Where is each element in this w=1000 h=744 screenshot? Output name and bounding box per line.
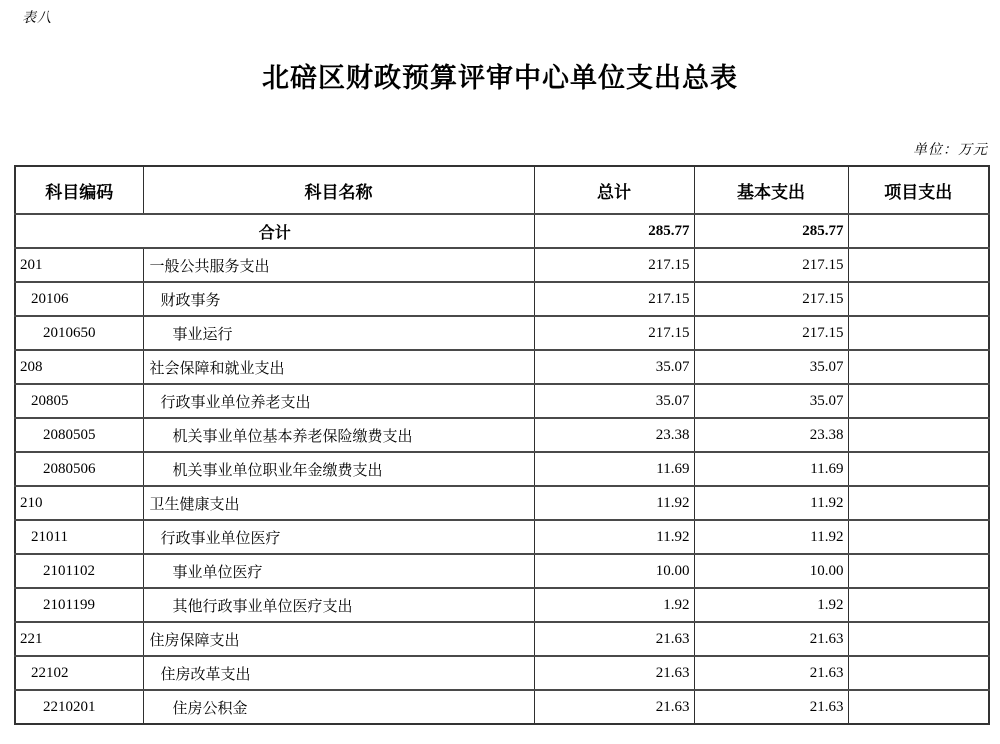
summary-label-cell: 合计 <box>15 214 534 248</box>
project-expenditure-cell <box>848 656 989 690</box>
subject-code-cell: 21011 <box>15 520 143 554</box>
basic-expenditure-cell: 35.07 <box>694 384 848 418</box>
project-expenditure-cell <box>848 384 989 418</box>
subject-name-cell: 财政事务 <box>143 282 534 316</box>
table-row <box>15 690 989 724</box>
total-cell: 217.15 <box>534 316 694 350</box>
table-row <box>15 656 989 690</box>
basic-expenditure-cell: 1.92 <box>694 588 848 622</box>
project-expenditure-cell <box>848 452 989 486</box>
summary-row <box>15 214 989 248</box>
project-expenditure-cell <box>848 248 989 282</box>
basic-expenditure-cell: 11.69 <box>694 452 848 486</box>
table-row <box>15 418 989 452</box>
header-row <box>15 166 989 214</box>
project-expenditure-cell <box>848 316 989 350</box>
total-cell: 21.63 <box>534 656 694 690</box>
basic-expenditure-cell: 35.07 <box>694 350 848 384</box>
table-row <box>15 588 989 622</box>
basic-expenditure-cell: 217.15 <box>694 248 848 282</box>
table-row <box>15 622 989 656</box>
table-row <box>15 350 989 384</box>
basic-expenditure-cell: 23.38 <box>694 418 848 452</box>
total-cell: 217.15 <box>534 248 694 282</box>
table-row <box>15 248 989 282</box>
total-cell: 35.07 <box>534 384 694 418</box>
project-expenditure-cell <box>848 486 989 520</box>
subject-code-cell: 201 <box>15 248 143 282</box>
project-expenditure-cell <box>848 418 989 452</box>
total-cell: 11.92 <box>534 520 694 554</box>
subject-name-cell: 行政事业单位医疗 <box>143 520 534 554</box>
total-cell: 10.00 <box>534 554 694 588</box>
project-expenditure-cell <box>848 350 989 384</box>
subject-code-cell: 210 <box>15 486 143 520</box>
table-row <box>15 554 989 588</box>
project-expenditure-cell <box>848 554 989 588</box>
total-cell: 11.69 <box>534 452 694 486</box>
summary-basic-cell: 285.77 <box>694 214 848 248</box>
summary-total-cell: 285.77 <box>534 214 694 248</box>
subject-name-cell: 行政事业单位养老支出 <box>143 384 534 418</box>
subject-name-cell: 卫生健康支出 <box>143 486 534 520</box>
header-total: 总计 <box>534 166 694 214</box>
table-row <box>15 486 989 520</box>
basic-expenditure-cell: 10.00 <box>694 554 848 588</box>
total-cell: 21.63 <box>534 622 694 656</box>
basic-expenditure-cell: 21.63 <box>694 622 848 656</box>
subject-name-cell: 机关事业单位基本养老保险缴费支出 <box>143 418 534 452</box>
subject-name-cell: 其他行政事业单位医疗支出 <box>143 588 534 622</box>
subject-name-cell: 社会保障和就业支出 <box>143 350 534 384</box>
header-subject-name: 科目名称 <box>143 166 534 214</box>
basic-expenditure-cell: 11.92 <box>694 520 848 554</box>
total-cell: 11.92 <box>534 486 694 520</box>
subject-code-cell: 221 <box>15 622 143 656</box>
total-cell: 21.63 <box>534 690 694 724</box>
basic-expenditure-cell: 21.63 <box>694 656 848 690</box>
subject-name-cell: 事业单位医疗 <box>143 554 534 588</box>
unit-note: 单位：万元 <box>913 143 988 158</box>
subject-name-cell: 住房公积金 <box>143 690 534 724</box>
table-row <box>15 384 989 418</box>
subject-code-cell: 22102 <box>15 656 143 690</box>
subject-code-cell: 2210201 <box>15 690 143 724</box>
subject-name-cell: 事业运行 <box>143 316 534 350</box>
header-subject-code: 科目编码 <box>15 166 143 214</box>
basic-expenditure-cell: 11.92 <box>694 486 848 520</box>
project-expenditure-cell <box>848 520 989 554</box>
summary-project-cell <box>848 214 989 248</box>
subject-name-cell: 一般公共服务支出 <box>143 248 534 282</box>
subject-code-cell: 2010650 <box>15 316 143 350</box>
total-cell: 23.38 <box>534 418 694 452</box>
table-number-tag: 表八 <box>22 11 52 26</box>
project-expenditure-cell <box>848 622 989 656</box>
basic-expenditure-cell: 217.15 <box>694 316 848 350</box>
table-row <box>15 316 989 350</box>
basic-expenditure-cell: 21.63 <box>694 690 848 724</box>
project-expenditure-cell <box>848 690 989 724</box>
table-row <box>15 520 989 554</box>
header-basic-expenditure: 基本支出 <box>694 166 848 214</box>
expenditure-table <box>14 165 990 725</box>
subject-code-cell: 2101199 <box>15 588 143 622</box>
header-project-expenditure: 项目支出 <box>848 166 989 214</box>
subject-code-cell: 2080506 <box>15 452 143 486</box>
subject-code-cell: 208 <box>15 350 143 384</box>
basic-expenditure-cell: 217.15 <box>694 282 848 316</box>
total-cell: 1.92 <box>534 588 694 622</box>
subject-code-cell: 2080505 <box>15 418 143 452</box>
page-title: 北碚区财政预算评审中心单位支出总表 <box>262 63 738 93</box>
total-cell: 217.15 <box>534 282 694 316</box>
total-cell: 35.07 <box>534 350 694 384</box>
table-row <box>15 282 989 316</box>
subject-name-cell: 机关事业单位职业年金缴费支出 <box>143 452 534 486</box>
subject-code-cell: 2101102 <box>15 554 143 588</box>
project-expenditure-cell <box>848 282 989 316</box>
table-row <box>15 452 989 486</box>
subject-name-cell: 住房改革支出 <box>143 656 534 690</box>
subject-name-cell: 住房保障支出 <box>143 622 534 656</box>
subject-code-cell: 20805 <box>15 384 143 418</box>
subject-code-cell: 20106 <box>15 282 143 316</box>
project-expenditure-cell <box>848 588 989 622</box>
